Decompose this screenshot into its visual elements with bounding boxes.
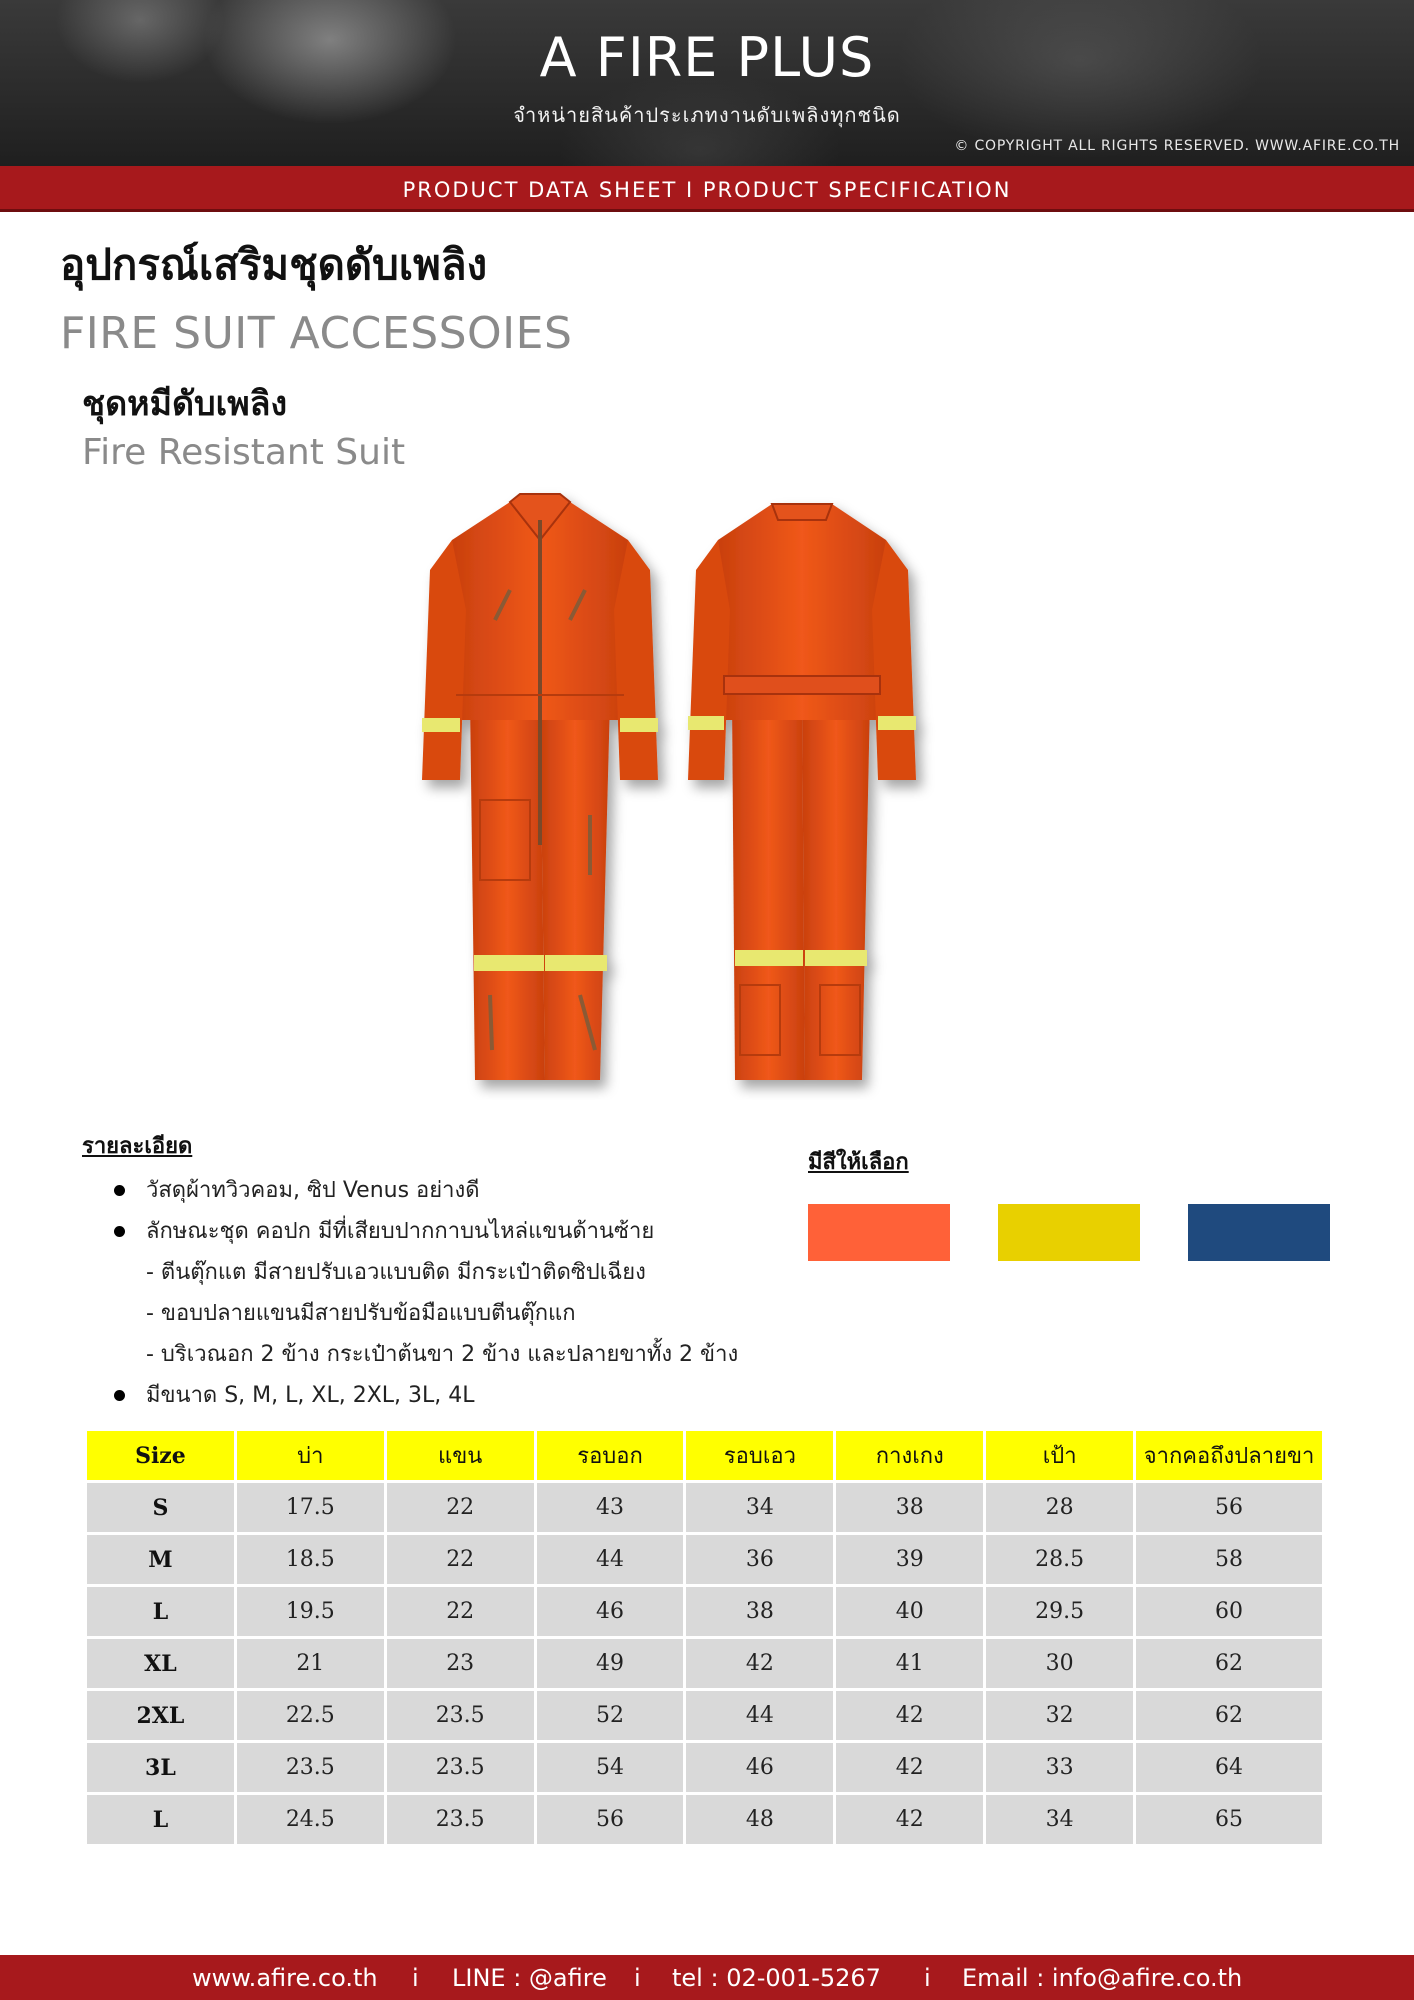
- table-cell: 23.5: [237, 1743, 384, 1792]
- table-cell: 40: [836, 1587, 983, 1636]
- column-header: รอบอก: [537, 1431, 684, 1480]
- table-cell: 34: [986, 1795, 1133, 1844]
- column-header: Size: [87, 1431, 234, 1480]
- table-cell: 23.5: [387, 1795, 534, 1844]
- table-cell: 2XL: [87, 1691, 234, 1740]
- table-cell: 19.5: [237, 1587, 384, 1636]
- table-cell: 58: [1136, 1535, 1322, 1584]
- detail-text: ลักษณะชุด คอปก มีที่เสียบปากกาบนไหล่แขนด้านซ้าย: [146, 1219, 655, 1244]
- footer-website-link[interactable]: www.afire.co.th: [192, 1964, 378, 1992]
- table-cell: 18.5: [237, 1535, 384, 1584]
- footer-separator: i: [924, 1964, 931, 1992]
- brand-subtitle: จำหน่ายสินค้าประเภทงานดับเพลิงทุกชนิด: [513, 103, 901, 127]
- column-header: แขน: [387, 1431, 534, 1480]
- column-header: บ่า: [237, 1431, 384, 1480]
- table-cell: 30: [986, 1639, 1133, 1688]
- table-cell: 41: [836, 1639, 983, 1688]
- detail-subitem-cuff: - ขอบปลายแขนมีสายปรับข้อมือแบบตีนตุ๊กแก: [146, 1301, 576, 1326]
- detail-item-sizes: [110, 1375, 810, 1416]
- table-cell: 23: [387, 1639, 534, 1688]
- product-name-thai: ชุดหมีดับเพลิง: [82, 384, 288, 424]
- color-swatch-yellow: [998, 1204, 1140, 1261]
- table-row: [87, 1691, 1322, 1740]
- table-cell: 42: [836, 1743, 983, 1792]
- table-cell: 22: [387, 1483, 534, 1532]
- table-cell: 23.5: [387, 1691, 534, 1740]
- table-cell: L: [87, 1587, 234, 1636]
- table-cell: 17.5: [237, 1483, 384, 1532]
- table-cell: 44: [537, 1535, 684, 1584]
- category-title-thai: อุปกรณ์เสริมชุดดับเพลิง: [60, 240, 488, 289]
- details-list: [110, 1170, 810, 1416]
- table-row: [87, 1483, 1322, 1532]
- suit-back: [688, 504, 916, 1080]
- table-cell: 62: [1136, 1691, 1322, 1740]
- color-swatch-navy: [1188, 1204, 1330, 1261]
- product-name-english: Fire Resistant Suit: [82, 432, 406, 473]
- table-cell: 22: [387, 1587, 534, 1636]
- table-cell: 23.5: [387, 1743, 534, 1792]
- table-cell: 32: [986, 1691, 1133, 1740]
- bullet-icon: [114, 1185, 125, 1196]
- color-swatch-orange: [808, 1204, 950, 1261]
- table-cell: 60: [1136, 1587, 1322, 1636]
- table-header-row: [87, 1431, 1322, 1480]
- table-cell: 64: [1136, 1743, 1322, 1792]
- table-cell: 22.5: [237, 1691, 384, 1740]
- table-cell: 54: [537, 1743, 684, 1792]
- table-cell: 36: [686, 1535, 833, 1584]
- table-cell: 56: [537, 1795, 684, 1844]
- table-cell: 43: [537, 1483, 684, 1532]
- table-cell: 28: [986, 1483, 1133, 1532]
- detail-item-material: [110, 1170, 810, 1211]
- table-cell: XL: [87, 1639, 234, 1688]
- header-banner: [0, 0, 1414, 166]
- brand-title: A FIRE PLUS: [539, 26, 875, 89]
- table-row: [87, 1639, 1322, 1688]
- copyright-notice: © COPYRIGHT ALL RIGHTS RESERVED. WWW.AFIRE.CO.TH: [954, 138, 1400, 154]
- fire-suit-image: [400, 480, 1000, 1100]
- table-cell: 22: [387, 1535, 534, 1584]
- table-row: [87, 1587, 1322, 1636]
- table-cell: S: [87, 1483, 234, 1532]
- table-cell: 3L: [87, 1743, 234, 1792]
- datasheet-banner-text: PRODUCT DATA SHEET I PRODUCT SPECIFICATION: [402, 178, 1012, 202]
- suit-front: [422, 494, 658, 1080]
- detail-item-style: [110, 1211, 810, 1252]
- footer-phone[interactable]: tel : 02-001-5267: [672, 1964, 881, 1992]
- bullet-icon: [114, 1390, 125, 1401]
- table-cell: L: [87, 1795, 234, 1844]
- table-cell: 24.5: [237, 1795, 384, 1844]
- detail-text: มีขนาด S, M, L, XL, 2XL, 3L, 4L: [146, 1383, 475, 1408]
- size-chart-table: [84, 1428, 1325, 1847]
- table-cell: 21: [237, 1639, 384, 1688]
- footer-line-contact[interactable]: LINE : @afire: [452, 1964, 607, 1992]
- table-cell: 49: [537, 1639, 684, 1688]
- table-cell: 33: [986, 1743, 1133, 1792]
- footer-separator: i: [634, 1964, 641, 1992]
- bullet-icon: [114, 1226, 125, 1237]
- column-header: รอบเอว: [686, 1431, 833, 1480]
- table-cell: 39: [836, 1535, 983, 1584]
- table-cell: 62: [1136, 1639, 1322, 1688]
- footer-separator: i: [412, 1964, 419, 1992]
- table-cell: 48: [686, 1795, 833, 1844]
- footer-bar: [0, 1955, 1414, 2000]
- column-header: กางเกง: [836, 1431, 983, 1480]
- table-row: [87, 1535, 1322, 1584]
- table-cell: 38: [836, 1483, 983, 1532]
- column-header: จากคอถึงปลายขา: [1136, 1431, 1322, 1480]
- table-row: [87, 1795, 1322, 1844]
- detail-text: วัสดุผ้าทวิวคอม, ซิป Venus อย่างดี: [146, 1178, 480, 1203]
- table-cell: 44: [686, 1691, 833, 1740]
- table-cell: 56: [1136, 1483, 1322, 1532]
- table-cell: 28.5: [986, 1535, 1133, 1584]
- table-cell: 38: [686, 1587, 833, 1636]
- detail-subitem-pockets: - บริเวณอก 2 ข้าง กระเป๋าต้นขา 2 ข้าง และปลายขาทั้ง 2 ข้าง: [146, 1342, 739, 1367]
- table-cell: 42: [686, 1639, 833, 1688]
- detail-subitem-waist: - ตีนตุ๊กแต มีสายปรับเอวแบบติด มีกระเป๋าติดซิปเฉียง: [146, 1260, 646, 1285]
- table-cell: 46: [537, 1587, 684, 1636]
- footer-email-link[interactable]: Email : info@afire.co.th: [962, 1964, 1243, 1992]
- table-cell: 42: [836, 1691, 983, 1740]
- table-cell: 29.5: [986, 1587, 1133, 1636]
- table-cell: M: [87, 1535, 234, 1584]
- table-row: [87, 1743, 1322, 1792]
- column-header: เป้า: [986, 1431, 1133, 1480]
- table-cell: 34: [686, 1483, 833, 1532]
- datasheet-banner: [0, 166, 1414, 212]
- table-cell: 46: [686, 1743, 833, 1792]
- table-cell: 52: [537, 1691, 684, 1740]
- colors-heading: มีสีให้เลือก: [808, 1150, 909, 1175]
- category-title-english: FIRE SUIT ACCESSOIES: [60, 308, 573, 359]
- details-heading: รายละเอียด: [82, 1134, 193, 1159]
- table-cell: 65: [1136, 1795, 1322, 1844]
- table-cell: 42: [836, 1795, 983, 1844]
